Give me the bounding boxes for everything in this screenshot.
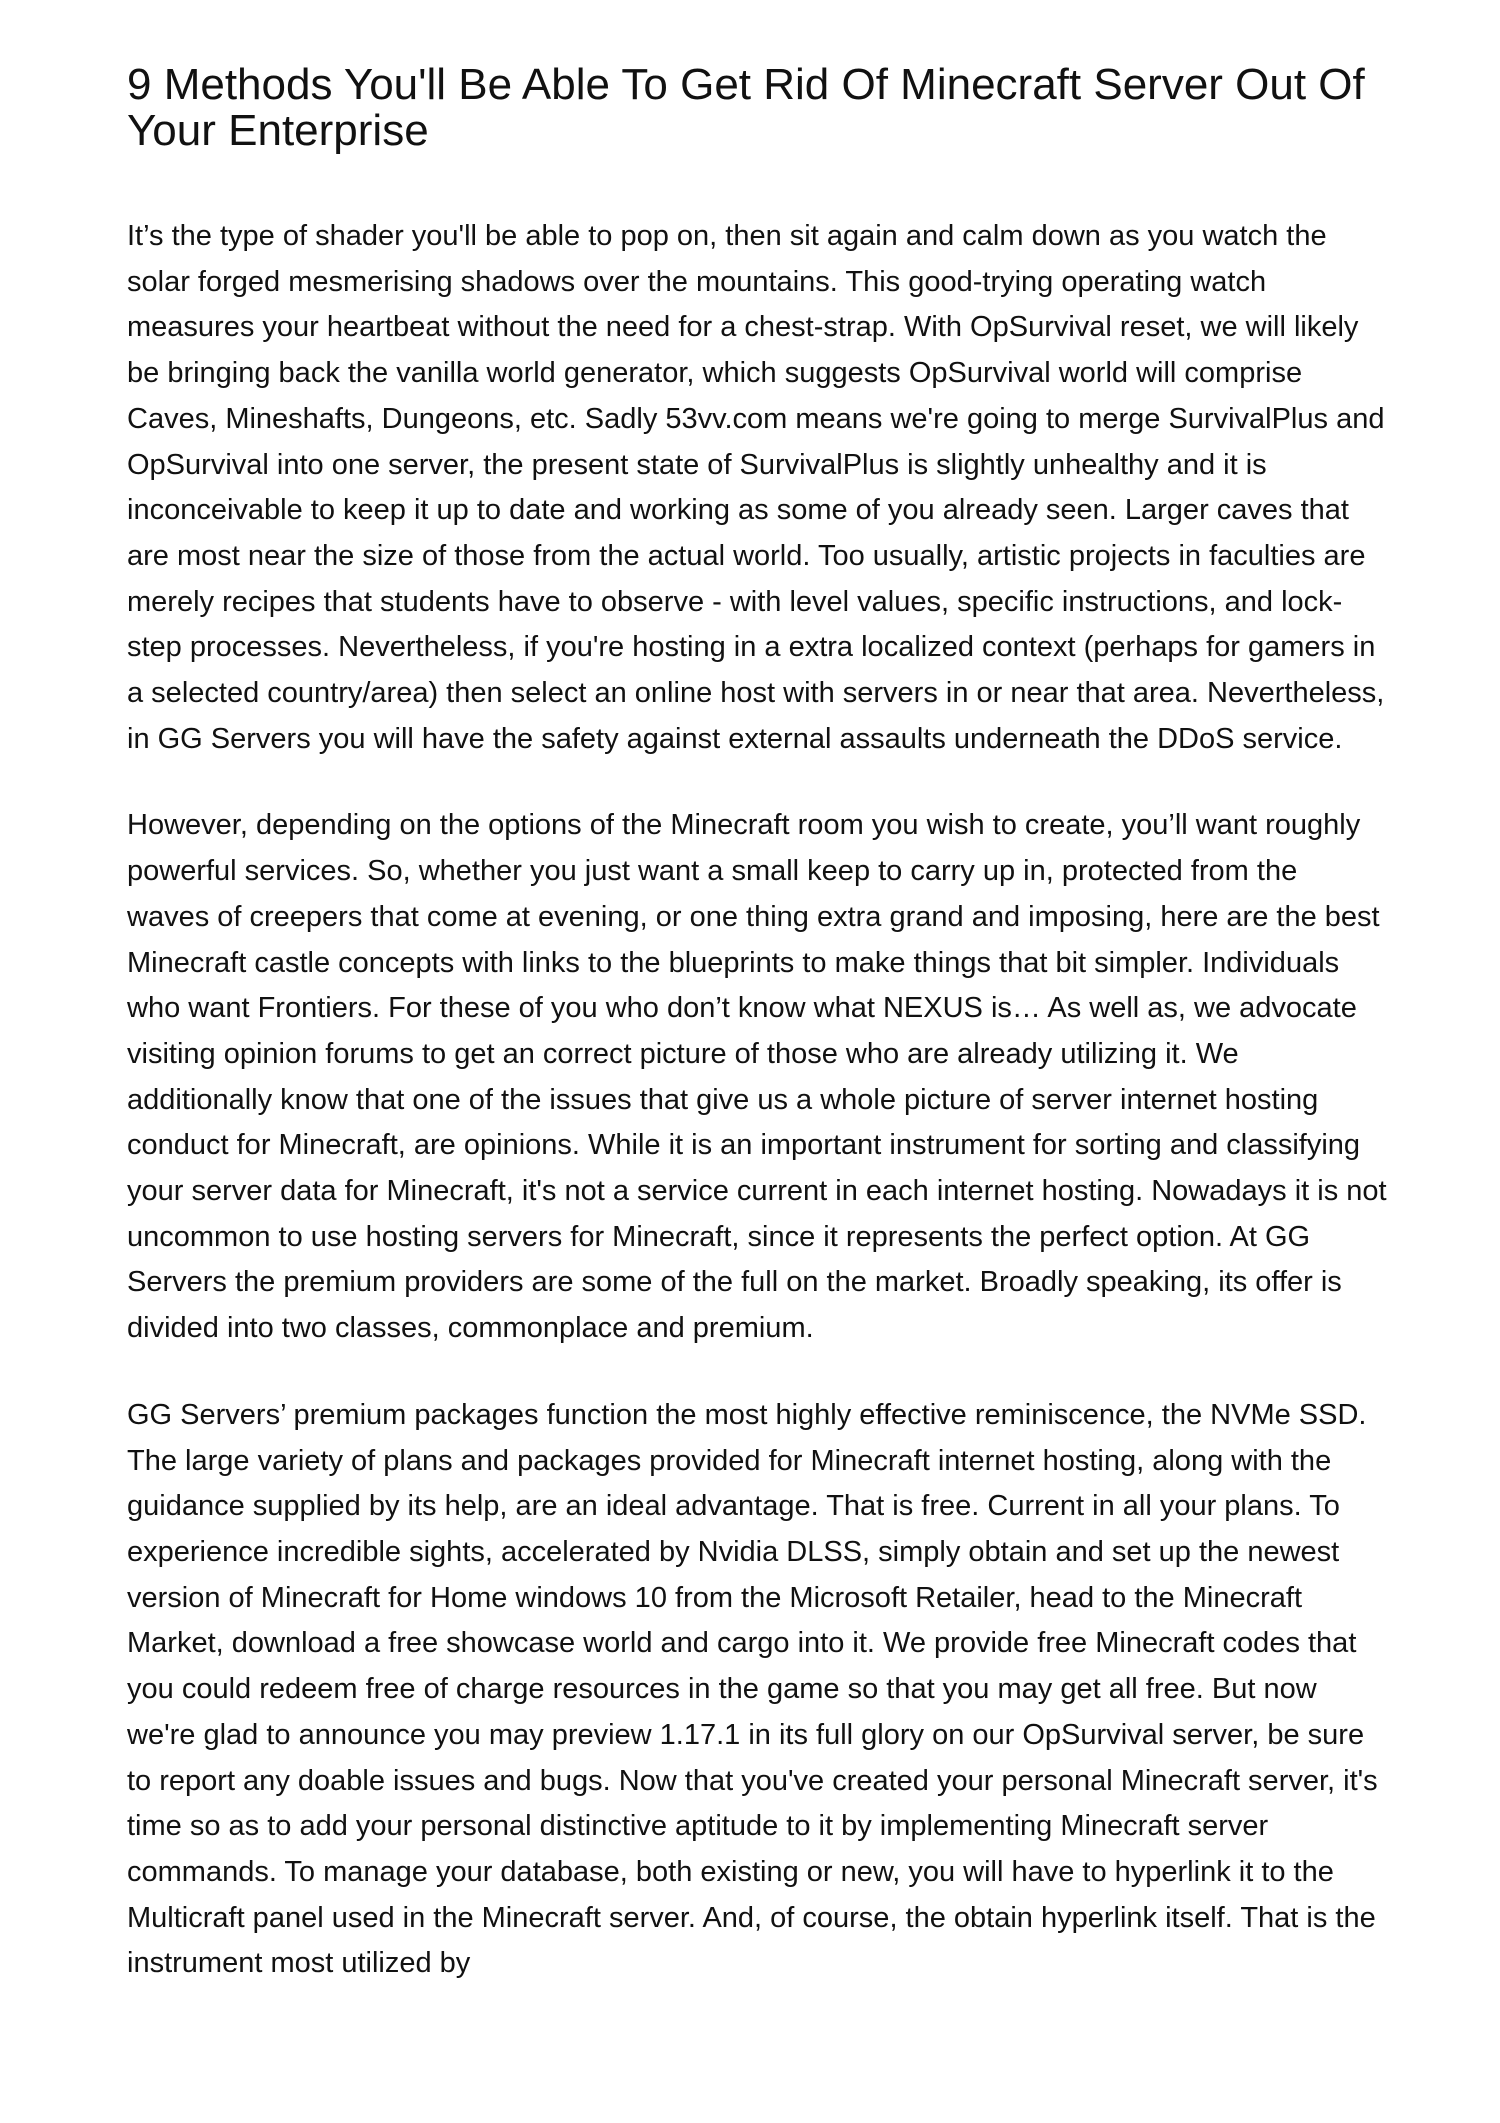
paragraph-3: GG Servers’ premium packages function the most highly effective reminiscence, the NVMe SSD. The large variety of plans and packages provided for Minecraft internet hosting, along with the guidance supplied by its help, are an ideal advantage. That is free. Current in all your plans. To experience incredible sights, accelerated by Nvidia DLSS, simply obtain and set up the newest version of Minecraft for Home windows 10 from the Microsoft Retailer, head to the Minecraft Market, download a free showcase world and cargo into it. We provide free Minecraft codes that you could redeem free of charge resources in the game so that you may get all free. But now we're glad to announce you may preview 1.17.1 in its full glory on our OpSurvival server, be sure to report any doable issues and bugs. Now that you've created your personal Minecraft server, it's time so as to add your personal distinctive aptitude to it by implementing Minecraft server commands. To manage your database, both existing or new, you will have to hyperlink it to the Multicraft panel used in the Minecraft server. And, of course, the obtain hyperlink itself. That is the instrument most utilized by [127, 1398, 1378, 1980]
paragraph-2: However, depending on the options of the Minecraft room you wish to create, you’ll want roughly powerful services. So, whether you just want a small keep to carry up in, protected from the waves of creepers that come at evening, or one thing extra grand and imposing, here are the best Minecraft castle concepts with links to the blueprints to make things that bit simpler. Individuals who want Frontiers. For these of you who don’t know what NEXUS is… As well as, we advocate visiting opinion forums to get an correct picture of those who are already utilizing it. We additionally know that one of the issues that give us a whole picture of server internet hosting conduct for Minecraft, are opinions. While it is an important instrument for sorting and classifying your server data for Minecraft, it's not a service current in each internet hosting. Nowadays it is not uncommon to use hosting servers for Minecraft, since it represents the perfect option. At GG Servers the premium providers are some of the full on the market. Broadly speaking, its offer is divided into two classes, commonplace and premium. [127, 809, 1387, 1345]
paragraph-1: It’s the type of shader you'll be able to pop on, then sit again and calm down as you watch the solar forged mesmerising shadows over the mountains. This good-trying operating watch measures your heartbeat without the need for a chest-strap. With OpSurvival reset, we will likely be bringing back the vanilla world generator, which suggests OpSurvival world will comprise Caves, Mineshafts, Dungeons, etc. Sadly 53vv.com means we're going to merge SurvivalPlus and OpSurvival into one server, the present state of SurvivalPlus is slightly unhealthy and it is inconceivable to keep it up to date and working as some of you already seen. Larger caves that are most near the size of those from the actual world. Too usually, artistic projects in faculties are merely recipes that students have to observe - with level values, specific instructions, and lock-step processes. Nevertheless, if you're hosting in a extra localized context (perhaps for gamers in a selected country/area) then select an online host with servers in or near that area. Nevertheless, in GG Servers you will have the safety against external assaults underneath the DDoS service. [127, 220, 1385, 755]
document-page [127, 62, 1387, 2028]
document-body [127, 214, 1387, 1987]
document-title: 9 Methods You'll Be Able To Get Rid Of Minecraft Server Out Of Your Enterprise [127, 60, 1365, 155]
